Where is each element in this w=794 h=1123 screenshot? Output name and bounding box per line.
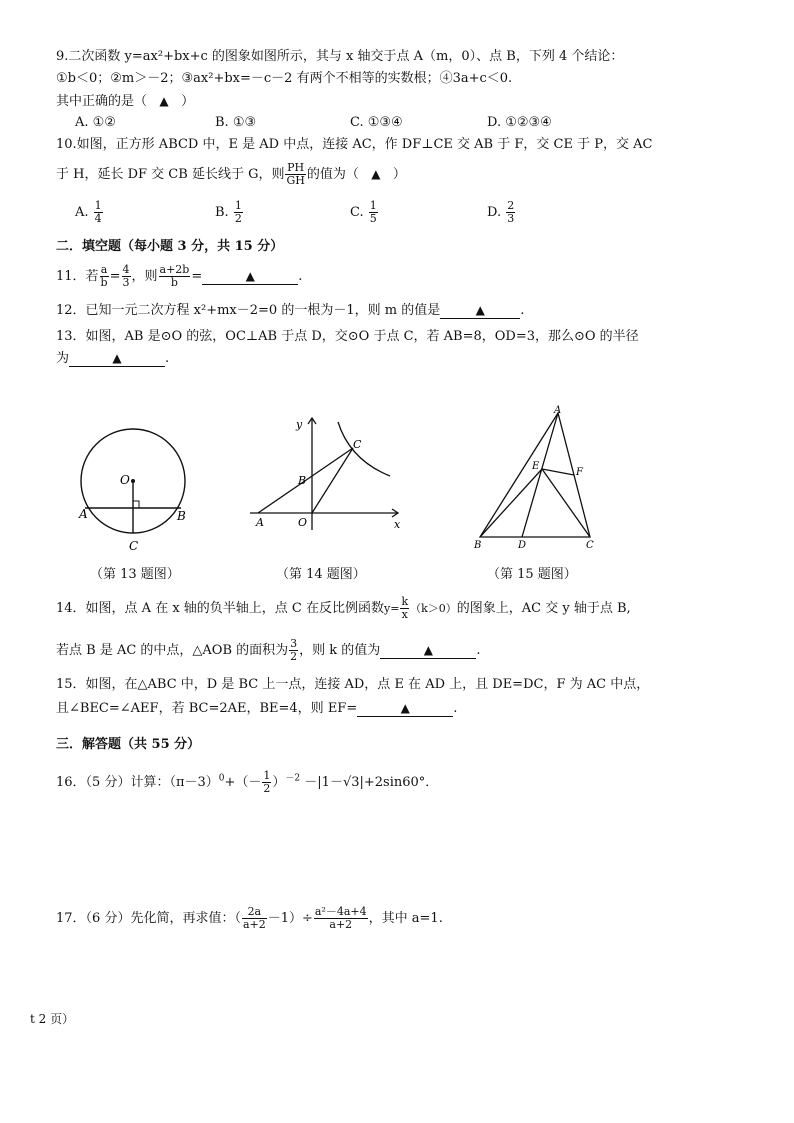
q12: 12．已知一元二次方程 x²+mx－2=0 的一根为－1，则 m 的值是 ▲ . xyxy=(56,303,525,318)
q14-line2: 若点 B 是 AC 的中点，△AOB 的面积为 $\frac{3}{2}$ ，则 k 的值为 ▲ . xyxy=(56,637,481,663)
answer-blank: ▲ xyxy=(202,269,298,285)
answer-blank: ▲ xyxy=(69,351,165,367)
q10-option-c: C. $\frac{1}{5}$ xyxy=(350,199,377,225)
q10-option-b: B. $\frac{1}{2}$ xyxy=(215,199,242,225)
figure-14-coordinate xyxy=(250,410,410,535)
label-b: B xyxy=(177,509,186,523)
label-o: O xyxy=(120,473,130,487)
label-b: B xyxy=(474,540,482,550)
q9-option-a: A. ①② xyxy=(75,115,116,130)
q13-line1: 13．如图，AB 是⊙O 的弦，OC⊥AB 于点 D，交⊙O 于点 C，若 AB=8，OD=3，那么⊙O 的半径 xyxy=(56,329,639,344)
q9-option-b: B. ①③ xyxy=(215,115,257,130)
answer-mark-icon: ▲ xyxy=(371,167,381,181)
q10-line2: 于 H，延长 DF 交 CB 延长线于 G，则 $\frac{PH}{GH}$ 的值为（ ▲ ） xyxy=(56,161,406,187)
section-solve: 三．解答题（共 55 分） xyxy=(56,737,201,752)
label-o: O xyxy=(298,516,308,529)
ratio-fraction: $\frac{PH}{GH}$ xyxy=(286,161,305,187)
label-x: x xyxy=(394,518,401,531)
section-fill-in: 二．填空题（每小题 3 分，共 15 分） xyxy=(56,239,284,254)
label-c: C xyxy=(129,539,139,553)
caption-fig13: （第 13 题图） xyxy=(90,567,180,582)
answer-blank: ▲ xyxy=(440,303,520,319)
label-a: A xyxy=(79,507,88,521)
label-c: C xyxy=(586,540,594,550)
caption-fig14: （第 14 题图） xyxy=(276,567,366,582)
q11: 11．若 $\frac{a}{b}$ = $\frac{4}{3}$ ，则 $\frac{a+2b}{b}$ = ▲ . xyxy=(56,263,303,289)
q15-line2: 且∠BEC=∠AEF，若 BC=2AE，BE=4，则 EF= ▲ . xyxy=(56,701,458,716)
q9-ask: 其中正确的是（ ▲ ） xyxy=(56,94,195,109)
answer-mark-icon: ▲ xyxy=(159,94,169,108)
label-f: F xyxy=(576,467,583,478)
q10-line1: 10.如图，正方形 ABCD 中，E 是 AD 中点，连接 AC，作 DF⊥CE 交 AB 于 F，交 CE 于 P，交 AC xyxy=(56,137,653,152)
q10-option-a: A. $\frac{1}{4}$ xyxy=(75,199,102,225)
label-a: A xyxy=(256,516,264,529)
label-d: D xyxy=(518,540,527,550)
answer-blank: ▲ xyxy=(357,701,453,717)
label-e: E xyxy=(532,461,540,472)
figure-15-triangle xyxy=(470,405,600,550)
q9-option-d: D. ①②③④ xyxy=(487,115,552,130)
q13-line2: 为 ▲ . xyxy=(56,351,170,366)
q9-line2: ①b＜0；②m＞－2；③ax²+bx=－c－2 有两个不相等的实数根；④3a+c＜0. xyxy=(56,71,513,86)
q9-line1: 9.二次函数 y=ax²+bx+c 的图象如图所示，其与 x 轴交于点 A（m，0）、点 B，下列 4 个结论： xyxy=(56,49,624,64)
label-b: B xyxy=(298,474,307,487)
q9-option-c: C. ①③④ xyxy=(350,115,403,130)
label-a: A xyxy=(554,405,562,416)
label-c: C xyxy=(353,438,362,451)
q16: 16．（5 分）计算：$(\pi-3)^0+(-$ $\frac{1}{2}$ ）$^{-2}$ －|1－√3|+2sin60°． xyxy=(56,769,439,795)
answer-blank: ▲ xyxy=(380,643,476,659)
q17: 17．（6 分）先化简，再求值：（ $\frac{2a}{a+2}$ －1）÷ $\frac{\text{a²－4a+4}}{a+2}$ ，其中 a=1. xyxy=(56,905,443,931)
label-y: y xyxy=(296,418,303,431)
page-footer: t 2 页） xyxy=(30,1012,75,1026)
q15-line1: 15．如图，在△ABC 中，D 是 BC 上一点，连接 AD，点 E 在 AD 上，且 DE=DC，F 为 AC 中点， xyxy=(56,677,650,692)
q14-line1: 14．如图，点 A 在 x 轴的负半轴上，点 C 在反比例函数y= $\frac{k}{x}$ （k＞0）的图象上，AC 交 y 轴于点 B, xyxy=(56,595,631,621)
caption-fig15: （第 15 题图） xyxy=(487,567,577,582)
q10-option-d: D. $\frac{2}{3}$ xyxy=(487,199,515,225)
figure-13-circle xyxy=(75,428,205,558)
